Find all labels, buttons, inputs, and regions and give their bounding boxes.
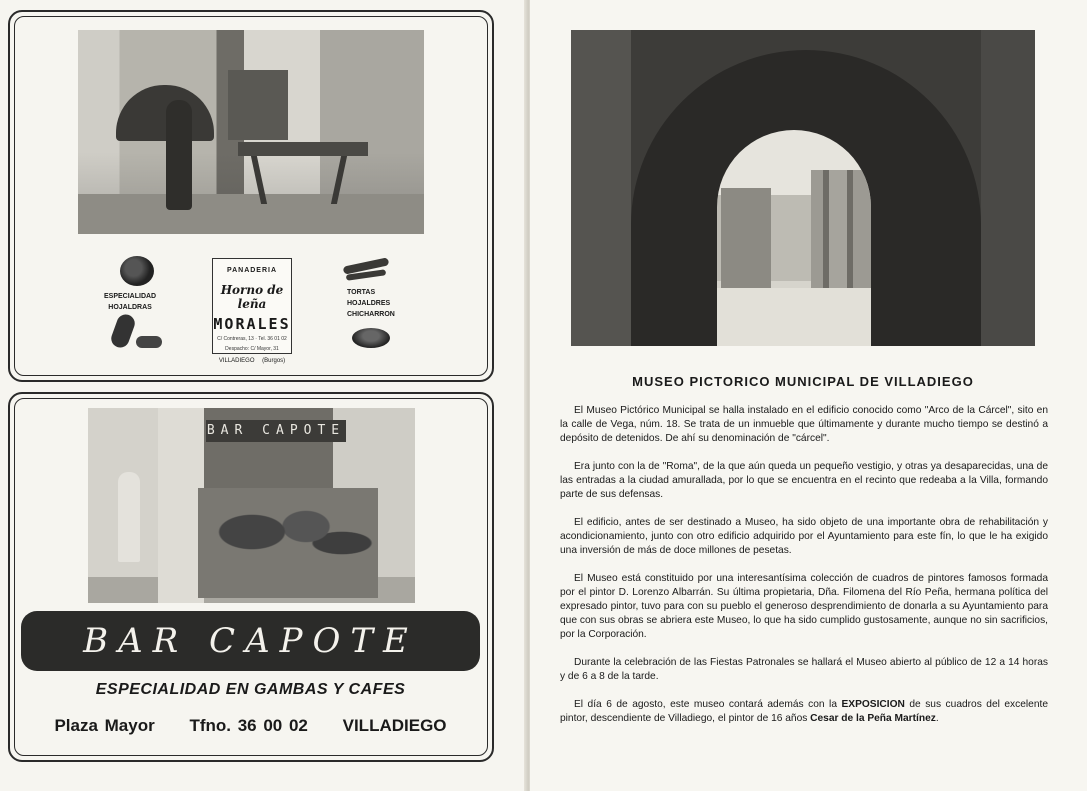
- bakery-shelf: [228, 70, 288, 140]
- bakery-name: MORALES: [213, 315, 291, 333]
- article-paragraph: Durante la celebración de las Fiestas Patronales se hallará el Museo abierto al público de 12 a 14 horas y de 6 a 8 de la tarde.: [560, 657, 1048, 682]
- bar-waiter: [118, 472, 140, 562]
- bar-town: VILLADIEGO: [342, 716, 447, 735]
- bakery-specialty-label: ESPECIALIDAD: [104, 293, 157, 300]
- arch-opening: [717, 130, 871, 346]
- bakery-product: TORTAS: [347, 289, 376, 296]
- street-building: [721, 188, 771, 288]
- article-emphasis: Cesar de la Peña Martínez: [810, 713, 936, 724]
- street: [717, 288, 871, 346]
- street-building: [811, 170, 871, 290]
- left-page: [0, 0, 530, 791]
- bakery-address-line: Despacho: C/ Mayor, 31: [225, 346, 279, 352]
- article-title: MUSEO PICTORICO MUNICIPAL DE VILLADIEGO: [632, 374, 974, 389]
- article-paragraph: El Museo está constituido por una interesantísima colección de cuadros de pintores famosos formada por el pintor D. Lorenzo Albarrán. Su última propietaria, Dña. Filomena del Río Peña, hermana política del expresado pintor, tuvo para con su pueblo el generoso desprendimiento de donarla a su Ayuntamiento para que con sus obras se abriera este Museo, lo que ha sido cumplido gustosamente, aunque no sin sacrificios, por la Corporación.: [560, 573, 1048, 640]
- bakery-product: CHICHARRON: [347, 311, 395, 318]
- bakery-specialty-item: HOJALDRAS: [108, 304, 152, 311]
- bar-banner: BAR CAPOTE: [21, 611, 480, 671]
- round-bread-icon: [120, 256, 154, 286]
- bakery-specialties-left: [104, 291, 156, 313]
- bakery-specialties-right: [347, 287, 395, 320]
- bakery-script-name: Horno de leña: [220, 283, 284, 311]
- article-paragraph: Era junto con la de "Roma", de la que aún queda un pequeño vestigio, y otras ya desaparecidas, una de las entradas a la ciudad amurallada, por lo que se encuentra en el recinto que redeaba a la Villa, formando parte de sus defensas.: [560, 461, 1048, 500]
- article-text: El día 6 de agosto, este museo contará además con la: [574, 699, 842, 710]
- baker-figure: [166, 100, 192, 210]
- bakery-header-label: PANADERIA: [224, 267, 280, 274]
- article-paragraph: El edificio, antes de ser destinado a Museo, ha sido objeto de una importante obra de rehabilitación y acondicionamiento, junto con otro edificio adquirido por el Ayuntamiento para este fín, lo que le ha exigido una inversión de más de doce millones de pesetas.: [560, 517, 1048, 556]
- bar-specialty: ESPECIALIDAD EN GAMBAS Y CAFES: [95, 681, 406, 698]
- bakery-logo-box: [212, 258, 292, 364]
- small-bread-icon: [136, 336, 162, 348]
- bakery-floor: [78, 194, 424, 234]
- article-emphasis: EXPOSICION: [841, 699, 905, 710]
- arch-left-wall: [571, 30, 631, 346]
- arch-right-wall: [981, 30, 1035, 346]
- article-paragraph: El Museo Pictórico Municipal se halla instalado en el edificio conocido como "Arco de la Cárcel", sito en la calle de Vega, núm. 18. Se trata de un inmueble que últimamente y durante mucho tiempo se destinó a depósito de detenidos. De ahí su denominación de "cárcel".: [560, 405, 1048, 444]
- bakery-photo: [78, 30, 424, 234]
- bar-photo-sign: BAR CAPOTE: [206, 420, 346, 442]
- bar-contact-line: [20, 716, 481, 736]
- article-text: .: [935, 713, 939, 724]
- bakery-address-line: C/ Contreras, 13 · Tel. 36 01 02: [217, 336, 287, 342]
- bakery-oven: [116, 85, 214, 141]
- bakery-town: [213, 358, 291, 364]
- bar-phone: Tfno. 36 00 02: [189, 716, 308, 735]
- bakery-town-name: VILLADIEGO: [218, 358, 255, 364]
- bakery-province: (Burgos): [262, 358, 286, 364]
- bar-address: Plaza Mayor: [54, 716, 155, 735]
- article-body: [560, 404, 1048, 726]
- oval-bread-icon: [352, 328, 390, 348]
- bakery-table: [238, 142, 368, 156]
- article-paragraph: [560, 698, 1048, 726]
- bar-photo: [88, 408, 415, 603]
- bakery-product: HOJALDRES: [347, 300, 391, 307]
- bar-patrons: [198, 488, 378, 598]
- arch-photo: [571, 30, 1035, 346]
- article-text: de sus cuadros del excelente pintor, descendiente de Villadiego, el pintor de 16 años: [560, 699, 1048, 724]
